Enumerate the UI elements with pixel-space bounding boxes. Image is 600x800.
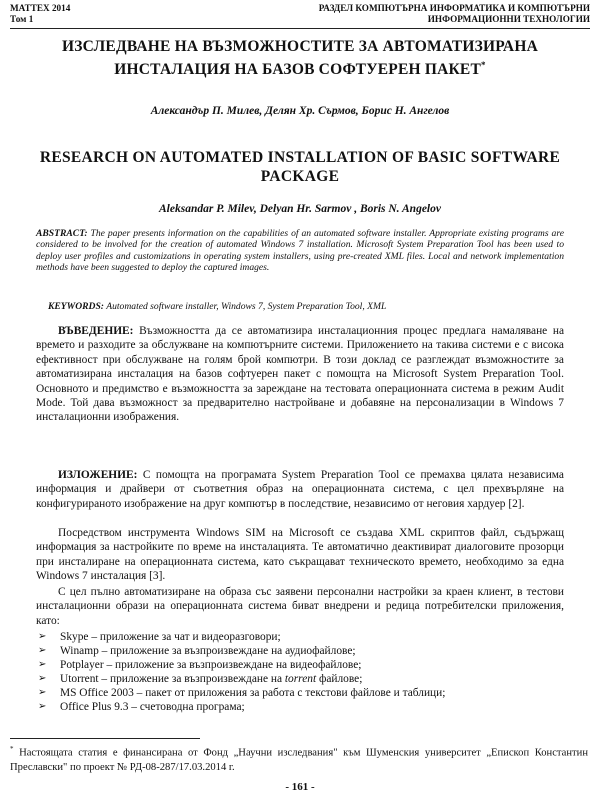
section-name-line2: ИНФОРМАЦИОННИ ТЕХНОЛОГИИ [427,14,590,24]
introduction-heading: ВЪВЕДЕНИЕ: [58,325,134,337]
list-item: ➢ Utorrent – приложение за възпроизвеждане на torrent файлове; [38,673,363,685]
list-item: ➢ Office Plus 9.3 – счетоводна програма; [38,701,245,713]
applications-text: С цел пълно автоматизиране на образа със заявени персонални настройки за краен клиент, в тестови инсталационни образи на операционната система биват внедрени и редица потребителски приложения, като: [36,586,564,627]
exposition-text: С помощта на програмата System Preparation Tool се премахва цялата независима информация и драйвери от съответния образ на операционната система, с цел прехвърляне на конфигурираното изображение на друг компютър в последствие, независимо от неговия хардуер [2]. [36,469,564,510]
introduction-text: Възможността да се автоматизира инсталационния процес предлага намаляване на времето и разходите за обслужване на компютърните системи. Приложението на такива системи е с висока ефективност при обслужване на голям брой компютри. В този доклад се разглеждат възможностите за автоматизирана инсталация на базов софтуерен пакет с помощта на Microsoft System Preparation Tool. Основното и предимство е възможността за зареждане на тестовата операционната система в режим Audit Mode. Той дава възможност за предварително настройване и добавяне на персонализации в Windows 7 инсталационни изображения. [36,325,564,424]
arrow-bullet-icon: ➢ [38,631,47,642]
keywords-text: Automated software installer, Windows 7, System Preparation Tool, XML [106,301,387,312]
arrow-bullet-icon: ➢ [38,687,47,698]
abstract-label: ABSTRACT: [36,228,88,239]
footnote-mark: * [10,745,14,753]
keywords-label: KEYWORDS: [48,301,104,312]
list-item: ➢ MS Office 2003 – пакет от приложения за работа с текстови файлове и таблици; [38,687,446,699]
list-item: ➢ Potplayer – приложение за възпроизвеждане на видеофайлове; [38,659,362,671]
abstract-text: The paper presents information on the capabilities of an automated software installer. Appropriate existing programs are considered to be involved for the creation of automated Windows 7 installation. Microsoft System Preparation Tool has been used to deploy user profiles and customizations in operating system installers, using pre-created XML files. Local and network implementation methods have been suggested to deploy the captured images. [36,228,564,274]
applications-list [34,630,564,714]
authors-bulgarian: Александър П. Милев, Делян Хр. Сърмов, Борис Н. Ангелов [150,105,450,117]
volume-label: Том 1 [10,14,34,24]
abstract [36,228,564,274]
page-number: - 161 - [285,781,315,793]
list-item: ➢ Skype – приложение за чат и видеоразговори; [38,631,281,643]
keywords [36,301,564,312]
arrow-bullet-icon: ➢ [38,645,47,656]
title-english [20,148,580,186]
introduction-paragraph [36,324,564,425]
header-left [10,3,70,25]
title-footnote-mark: * [481,60,486,70]
arrow-bullet-icon: ➢ [38,673,47,684]
title-bg-line1: ИЗСЛЕДВАНЕ НА ВЪЗМОЖНОСТИТЕ ЗА АВТОМАТИЗИРАНА [62,38,538,55]
windows-sim-paragraph [36,526,564,584]
title-en-line2: PACKAGE [260,168,340,185]
section-name-line1: РАЗДЕЛ КОМПЮТЪРНА ИНФОРМАТИКА И КОМПЮТЪРНИ [318,3,590,13]
running-header [10,3,590,31]
applications-paragraph [36,585,564,628]
exposition-heading: ИЗЛОЖЕНИЕ: [58,469,138,481]
header-rule [10,28,590,29]
title-bg-line2: ИНСТАЛАЦИЯ НА БАЗОВ СОФТУЕРЕН ПАКЕТ [114,61,482,79]
footnote-text: Настоящата статия е финансирана от Фонд „Научни изследвания" към Шуменския университет „Епископ Константин Преславски" по проект № РД-08-287/17.03.2014 г. [10,747,588,773]
footnote [10,742,588,775]
conference-name: MATTEX 2014 [10,3,71,13]
windows-sim-text: Посредством инструмента Windows SIM на Microsoft се създава XML скриптов файл, съдържащ информация за настройките по време на инсталацията. Те автоматично деактивират диалоговите прозорци при инсталиране на операционната система, като съкращават техническото времето, необходимо за една Windows 7 инсталация [3]. [36,527,564,583]
title-bulgarian [20,38,580,79]
exposition-paragraph [36,468,564,511]
footnote-rule [10,738,200,739]
header-right [319,3,590,25]
authors-english: Aleksandar P. Milev, Delyan Hr. Sarmov , Boris N. Angelov [159,203,441,215]
title-en-line1: RESEARCH ON AUTOMATED INSTALLATION OF BASIC SOFTWARE [39,149,561,166]
arrow-bullet-icon: ➢ [38,659,47,670]
list-item: ➢ Winamp – приложение за възпроизвеждане на аудиофайлове; [38,645,356,657]
arrow-bullet-icon: ➢ [38,701,47,712]
